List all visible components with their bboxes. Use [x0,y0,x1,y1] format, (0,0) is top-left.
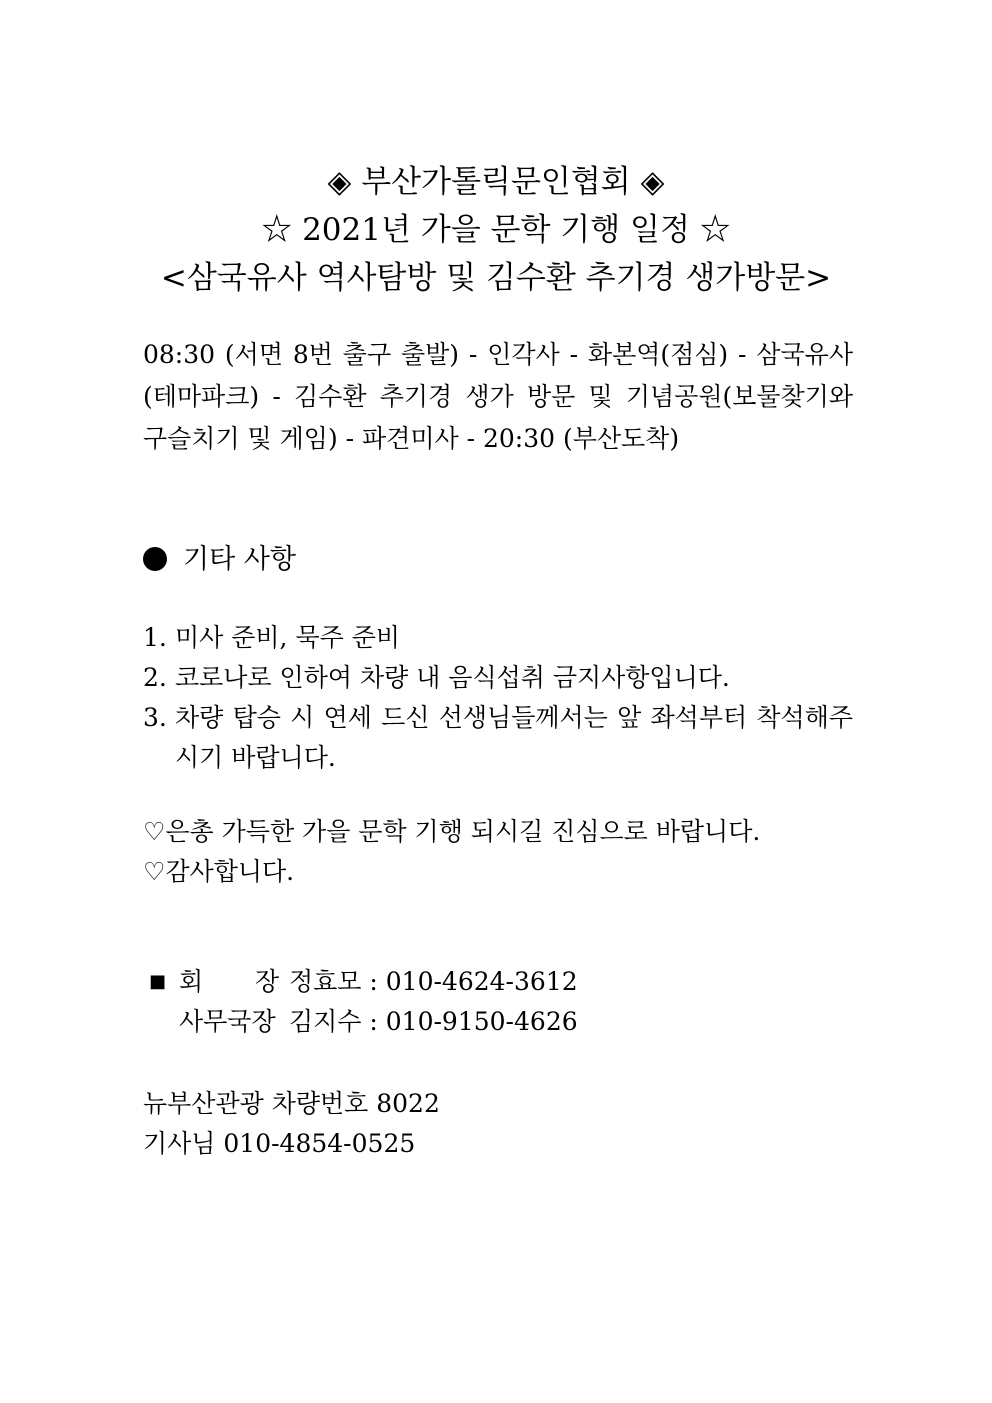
contact-detail: 정효모 : 010-4624-3612 [289,967,578,996]
event-subtitle: <삼국유사 역사탐방 및 김수환 추기경 생가방문> [160,260,832,296]
list-item [143,658,853,698]
list-item-number: 1. [143,623,167,652]
bus-info [143,1084,440,1164]
bullet-spacer [143,1002,179,1042]
list-item-number: 2. [143,663,167,692]
role-char-last: 장 [254,967,279,996]
org-title: ◈ 부산가톨릭문인협회 ◈ [327,164,665,200]
bus-driver-line: 기사님 010-4854-0525 [143,1129,416,1158]
contact-president [143,962,578,1002]
event-title: ☆ 2021년 가을 문학 기행 일정 ☆ [261,212,731,248]
bus-company-line: 뉴부산관광 차량번호 8022 [143,1089,440,1118]
contacts-block [143,962,578,1042]
list-item-number: 3. [143,703,167,732]
role-char-first: 회 [179,967,204,996]
schedule-paragraph: 08:30 (서면 8번 출구 출발) - 인각사 - 화본역(점심) - 삼국유사 (테마파크) - 김수환 추기경 생가 방문 및 기념공원(보물찾기와 구슬치기 및 게임) - 파견미사 - 20:30 (부산도착) [143,340,853,453]
list-item-text: 차량 탑승 시 연세 드신 선생님들께서는 앞 좌석부터 착석해주시기 바랍니다. [175,703,853,772]
square-bullet-icon: ■ [149,971,167,992]
list-item [143,618,853,658]
notes-list [143,618,853,778]
contact-role: 사무국장 [179,1007,276,1036]
contact-detail: 김지수 : 010-9150-4626 [289,1007,578,1036]
wishes-block [143,812,760,892]
list-item [143,698,853,778]
list-item-text: 코로나로 인하여 차량 내 음식섭취 금지사항입니다. [175,663,730,692]
notes-heading [143,538,296,582]
notes-heading-text: 기타 사항 [183,544,296,575]
contact-secretary [143,1002,578,1042]
wish-line: ♡은총 가득한 가을 문학 기행 되시길 진심으로 바랍니다. [143,817,761,846]
list-item-text: 미사 준비, 묵주 준비 [175,623,400,652]
contact-role [179,962,279,1002]
title-block [0,158,992,302]
black-circle-icon [143,547,167,571]
thanks-line: ♡감사합니다. [143,857,295,886]
